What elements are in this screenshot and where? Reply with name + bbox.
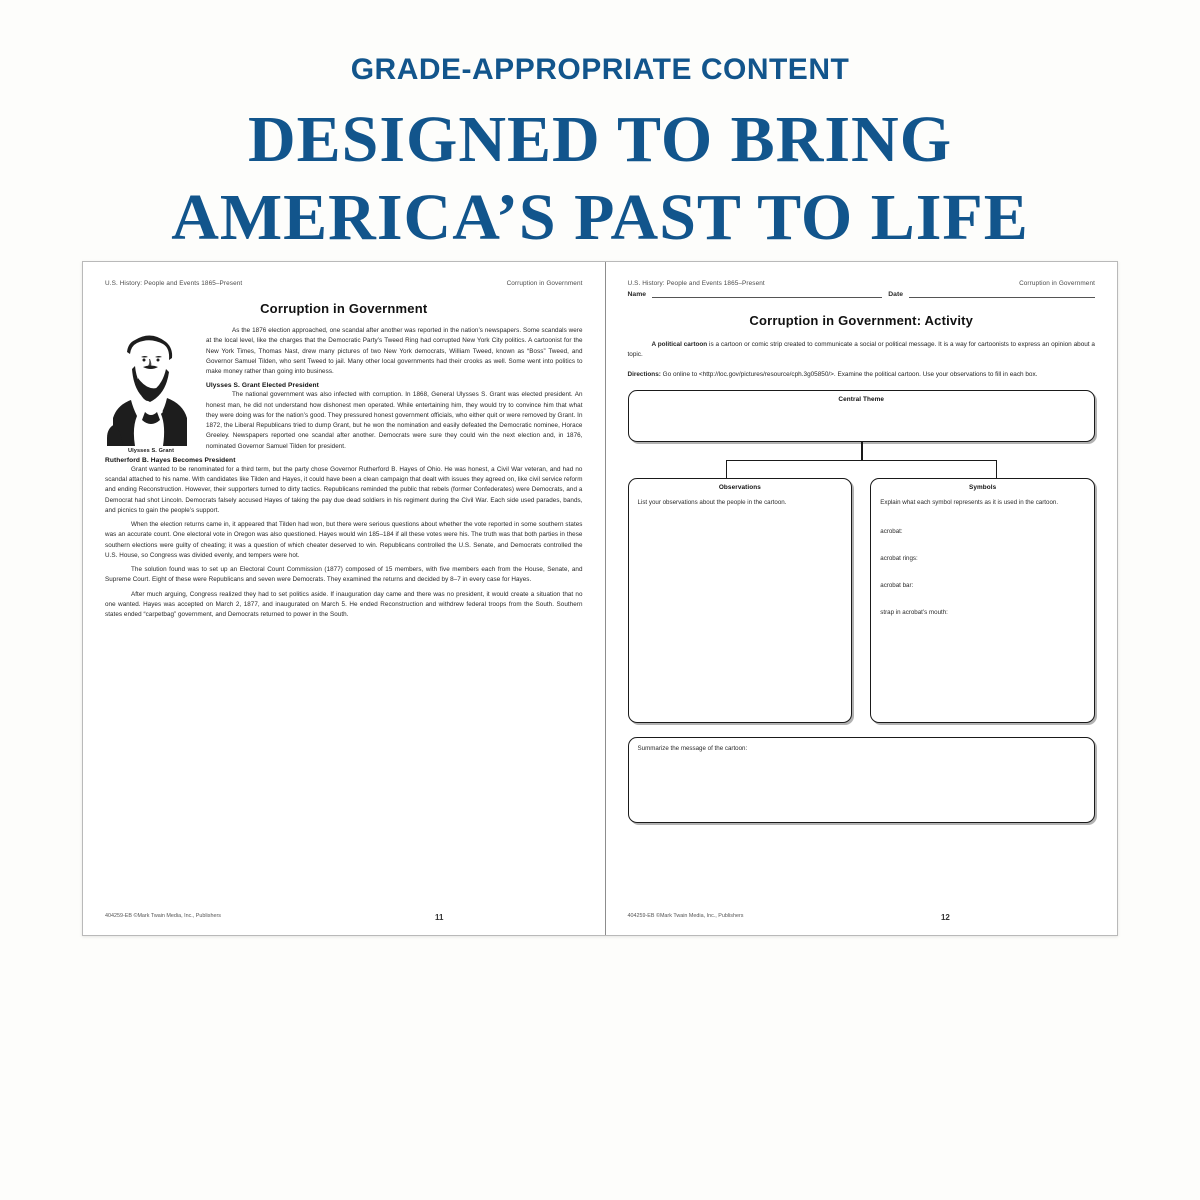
observations-box[interactable] [628,478,853,723]
activity-intro-rest: is a cartoon or comic strip created to communicate a social or political message. It is a way for cartoonists to express an opinion about a topic. [627,341,1095,359]
page-right-number: 12 [940,913,950,922]
section-hayes-paragraph-1: Grant wanted to be renominated for a third term, but the party chose Governor Rutherford B. Hayes of Ohio. He was honest, a Civil War veteran, and had no scandal attached to his name. With candidates like Tilden and Hayes, it could have been a clean campaign that dealt with issues they agreed on, like civil service reform and ending Reconstruction. However, their supporters turned to dirty tactics. Republicans reminded the public that rebels (former Confederates) were Democrats, and a Democrat had shot Lincoln. Democrats falsely accused Hayes of taking the pay due dead soldiers in his regiment during the Civil War. Each side used parades, bands, and picnics to gain the people’s support. [105,465,583,514]
ulysses-grant-portrait-icon [105,326,197,446]
connector-stem [861,442,862,461]
page-left-footer-code: 404259-EB ©Mark Twain Media, Inc., Publishers [105,913,221,919]
summary-box[interactable] [628,737,1096,823]
page-right-footer-code: 404259-EB ©Mark Twain Media, Inc., Publishers [627,913,744,919]
promo-headline-line1: DESIGNED TO BRING [247,103,953,176]
organizer-row [628,478,1096,723]
intro-paragraph: As the 1876 election approached, one scandal after another was reported in the nation’s newspapers. Some scandals were at the local level, like the charges that the Democratic Party’s Tweed Ring had corrupted New York City politics. A cartoonist for the New York Times, Thomas Nast, drew many pictures of two New York democrats, William Tweed, known as “Boss” Tweed, and Governor Samuel Tilden, who sent Tweed to jail. Many other local governments had their crooks as well. Some went into politics to make money rather than going into business. [206,327,583,375]
connector-drop-left [726,460,727,478]
grant-portrait-figure [105,326,197,454]
directions-label: Directions: [627,370,661,378]
symbols-prompt: Explain what each symbol represents as it is used in the cartoon. [880,499,1059,507]
activity-directions [628,370,1096,380]
page-left-footer [105,913,583,922]
connector-crossbar [726,460,997,461]
page-right-running-head [628,280,1096,287]
flow-connector [628,442,1096,478]
promo-headline-line2: AMERICA’S PAST TO LIFE [171,180,1029,254]
observations-label: Observations [718,484,761,492]
summary-prompt: Summarize the message of the cartoon: [637,745,748,753]
page-left-header-title: U.S. History: People and Events 1865–Present [105,280,243,287]
worksheet-page-left [83,262,606,935]
page-right-header-topic: Corruption in Government [1019,280,1095,287]
connector-drop-right [996,460,997,478]
date-label: Date [888,291,903,298]
central-theme-label: Central Theme [838,396,885,404]
section-grant-paragraph-1: The national government was also infected with corruption. In 1868, General Ulysses S. Grant was elected president. An honest man, he did not understand how dishonest men operated. While entertaining him, they would try to convince him that what they were doing was for the nation’s good. They pressured honest government officials, who either quit or were removed by Grant. In 1872, the Liberal Republicans tried to dump Grant, but he won the nomination and easily defeated the Democratic nominee, Horace Greeley. Newspapers reported one scandal after another. Democrats were sure they could win the next election and, in 1876, nominated Governor Samuel Tilden for president. [206,391,583,450]
section-hayes-paragraph-2: When the election returns came in, it appeared that Tilden had won, but there were serious questions about whether the vote reported in some southern states was an accurate count. One electoral vote in Oregon was also questioned. Hayes would win 185–184 if all these votes were his. The truth was that both parties in these southern elections were guilty of cheating; it was a question of which cheater deserved to win. Republicans controlled the U.S. Senate, and Democrats controlled the U.S. House, so Congress was divided evenly, and tempers were hot. [105,521,583,559]
symbol-item-acrobat-bar[interactable]: acrobat bar: [880,581,914,589]
activity-intro-paragraph [628,340,1096,361]
grant-portrait-caption: Ulysses S. Grant [127,448,175,454]
page-left-header-topic: Corruption in Government [506,280,583,287]
symbol-item-strap[interactable]: strap in acrobat’s mouth: [880,608,948,616]
page-left-title: Corruption in Government [260,301,428,316]
symbols-label: Symbols [968,484,997,492]
name-input-line[interactable] [652,290,882,298]
symbol-item-acrobat[interactable]: acrobat: [880,527,903,535]
symbols-box[interactable] [870,478,1095,723]
section-hayes-paragraph-3: The solution found was to set up an Electoral Count Commission (1877) composed of 15 members, with five members each from the House, Senate, and Supreme Court. Eight of these were Republicans and seven were Democrats. They examined the returns and decided by 8–7 in every case for Hayes. [105,566,583,584]
promo-header [0,0,1200,255]
page-left-running-head [105,280,583,287]
page-right-header-title: U.S. History: People and Events 1865–Present [627,280,765,287]
symbol-item-acrobat-rings[interactable]: acrobat rings: [880,554,918,562]
name-date-row [628,290,1096,298]
section-hayes-paragraph-4: After much arguing, Congress realized they had to set politics aside. If inauguration day came and there was no president, it would create a situation that no one wanted. Hayes was accepted on March 2, 1877, and inaugurated on March 5. He ended Reconstruction and withdrew federal troops from the South. Southern states ended “carpetbag” government, and Democrats returned to power in the South. [105,590,583,618]
political-cartoon-term: A political cartoon [651,341,708,348]
worksheet-page-right [606,262,1118,935]
page-right-footer [627,913,1096,922]
promo-eyebrow: GRADE-APPROPRIATE CONTENT [350,53,850,86]
date-input-line[interactable] [909,290,1095,298]
book-spread [82,261,1118,936]
name-label: Name [627,291,647,298]
page-left-number: 11 [435,913,444,922]
central-theme-box[interactable] [628,390,1096,442]
section-heading-hayes: Rutherford B. Hayes Becomes President [105,456,236,464]
observations-prompt: List your observations about the people in the cartoon. [637,499,787,507]
page-right-title: Corruption in Government: Activity [749,313,974,328]
directions-text: Go online to <http://loc.gov/pictures/resource/cph.3g05850/>. Examine the political cartoon. Use your observations to fill in each box. [660,370,1038,378]
section-heading-grant: Ulysses S. Grant Elected President [206,382,319,390]
graphic-organizer [628,390,1096,823]
